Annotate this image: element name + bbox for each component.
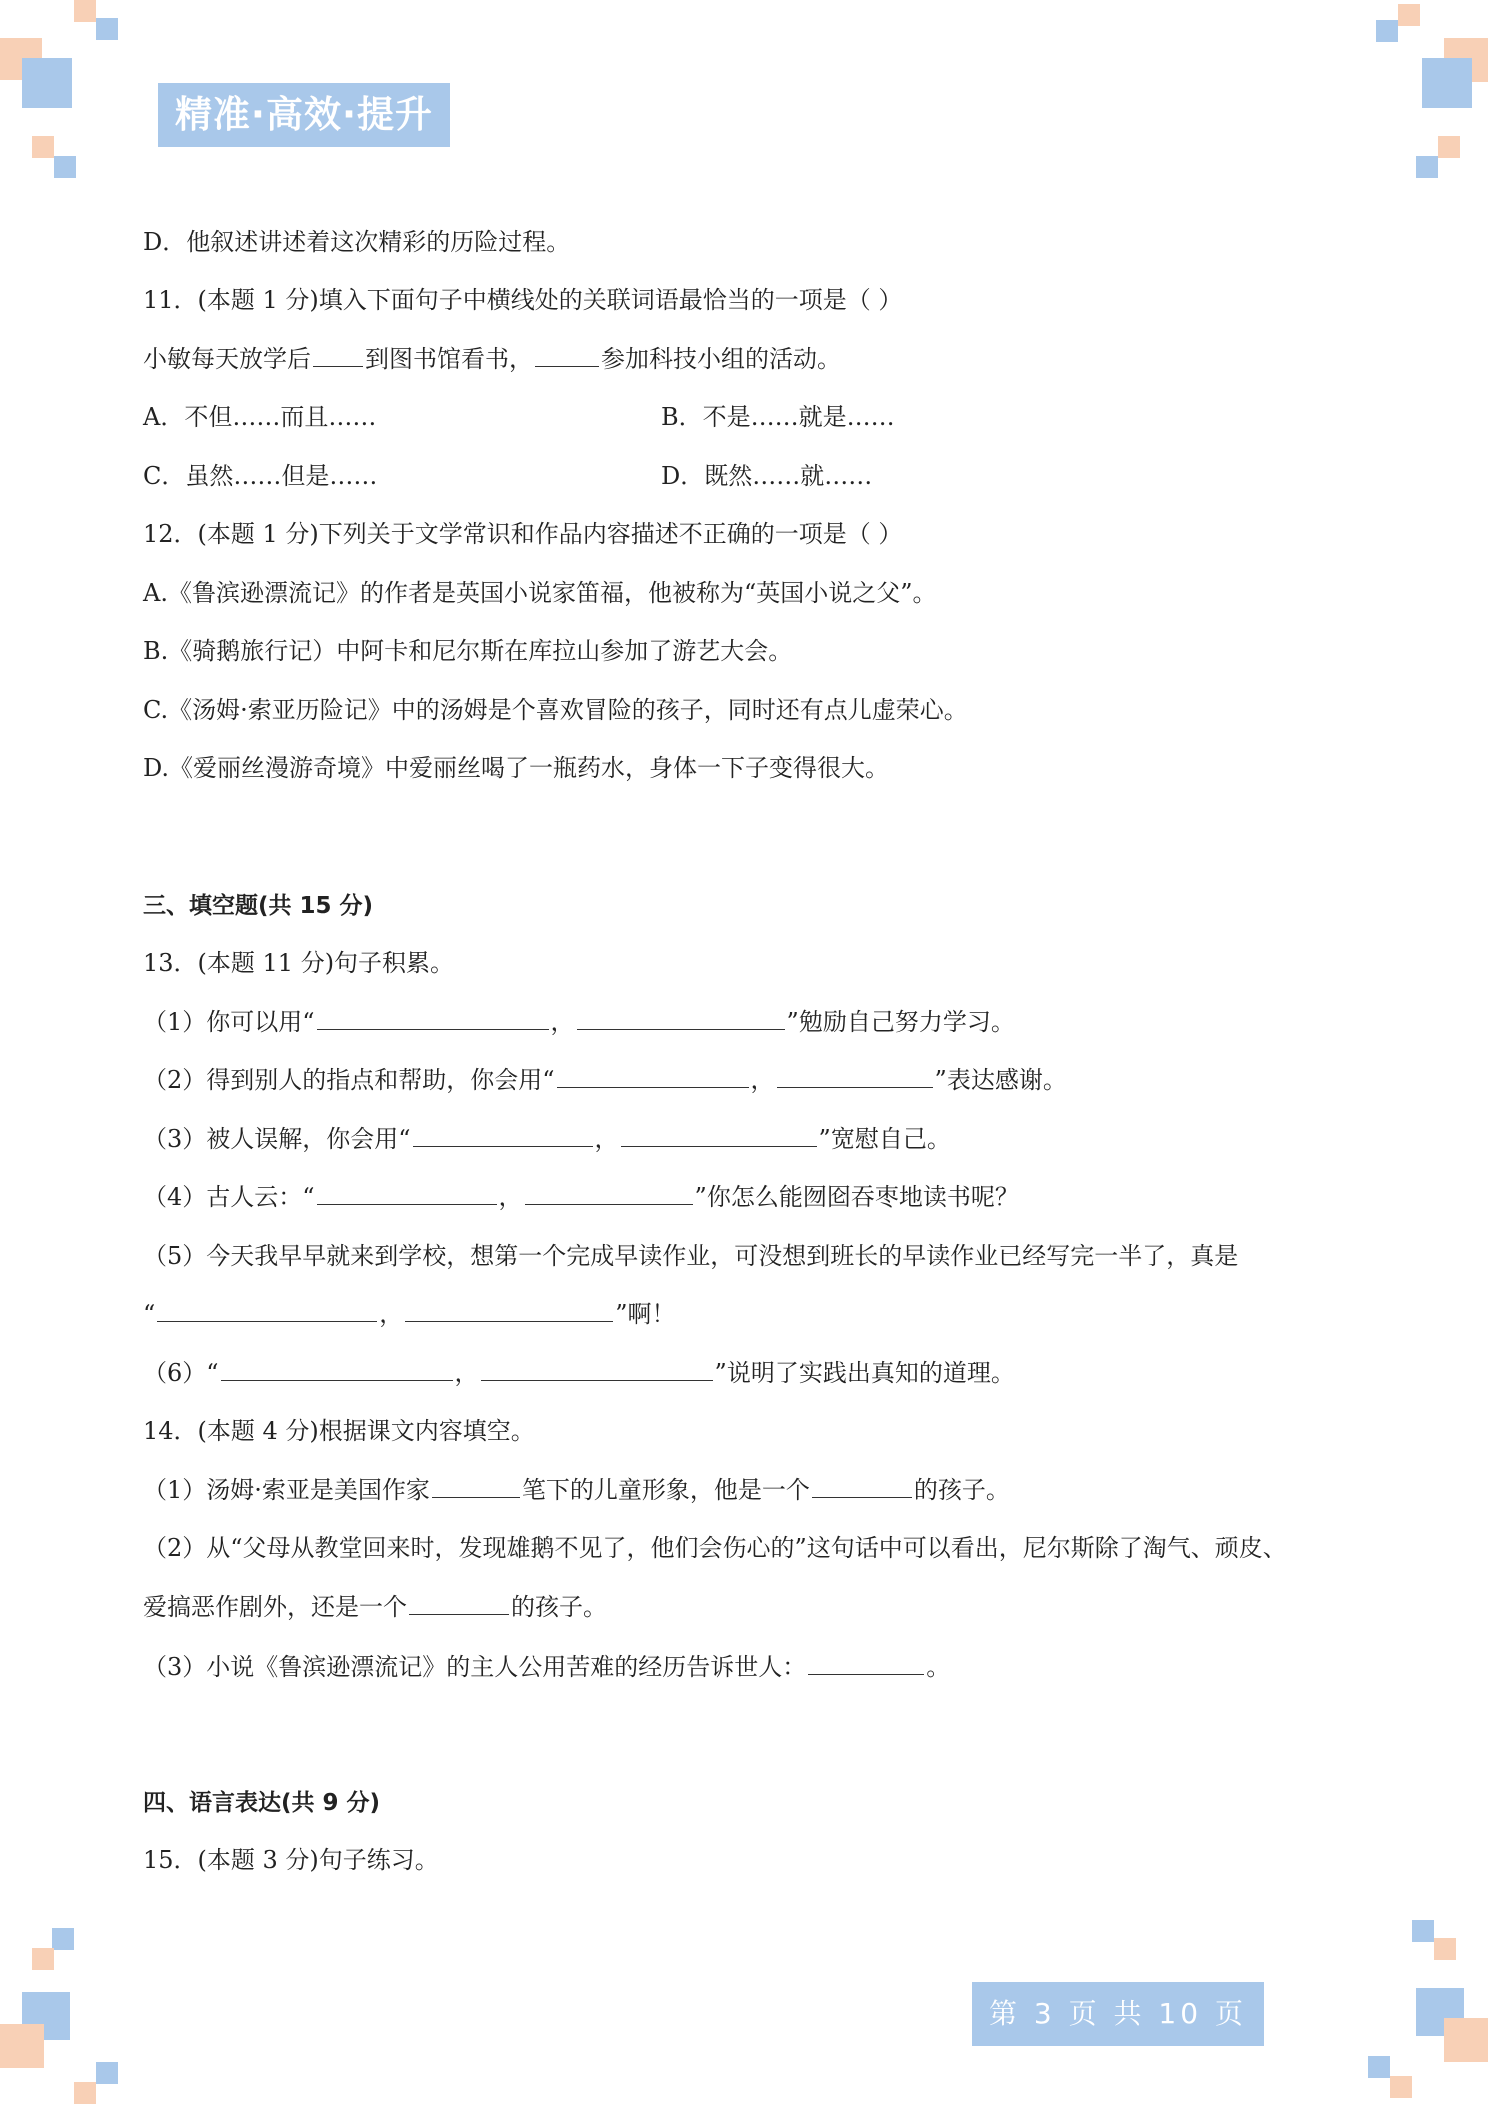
comma: ， [550, 1008, 575, 1036]
blank-line[interactable] [812, 1473, 912, 1498]
comma: ， [454, 1359, 479, 1387]
q11-option-b: B．不是……就是…… [661, 403, 895, 431]
q13-item-5: （5）今天我早早就来到学校，想第一个完成早读作业，可没想到班长的早读作业已经写完一半了，真是 [143, 1242, 1239, 1270]
blank-line[interactable] [157, 1297, 377, 1322]
blank-line[interactable] [317, 1005, 549, 1030]
blank-line[interactable] [557, 1063, 749, 1088]
page-number-label: 第 3 页 共 10 页 [972, 1982, 1264, 2046]
q11-stem: 11．(本题 1 分)填入下面句子中横线处的关联词语最恰当的一项是（ ） [143, 286, 903, 314]
q13-item-3-tail: ”宽慰自己。 [818, 1125, 951, 1153]
q12-option-c: C.《汤姆·索亚历险记》中的汤姆是个喜欢冒险的孩子，同时还有点儿虚荣心。 [143, 696, 968, 724]
q14-item-1-mid: 笔下的儿童形象，他是一个 [521, 1476, 810, 1504]
blank-line[interactable] [317, 1180, 497, 1205]
period: 。 [926, 1653, 951, 1681]
q14-item-2-tail: 的孩子。 [511, 1593, 607, 1621]
q13-item-5-tail: ”啊！ [615, 1300, 676, 1328]
blank-line[interactable] [808, 1650, 924, 1675]
q13-item-3-text: （3）被人误解，你会用“ [143, 1125, 411, 1153]
blank-line[interactable] [409, 1590, 509, 1615]
comma: ， [750, 1066, 775, 1094]
q13-item-1-text: （1）你可以用“ [143, 1008, 315, 1036]
q14-item-2: （2）从“父母从教堂回来时，发现雄鹅不见了，他们会伤心的”这句话中可以看出，尼尔斯除了淘气、顽皮、 [143, 1534, 1287, 1562]
q14-item-3-text: （3）小说《鲁滨逊漂流记》的主人公用苦难的经历告诉世人： [143, 1653, 807, 1681]
blank-line[interactable] [405, 1297, 613, 1322]
blank-line[interactable] [525, 1180, 693, 1205]
q13-item-3 [143, 1122, 951, 1156]
q13-item-6 [143, 1356, 1015, 1390]
blank-line[interactable] [621, 1122, 817, 1147]
q12-option-b: B.《骑鹅旅行记）中阿卡和尼尔斯在库拉山参加了游艺大会。 [143, 637, 793, 665]
brand-banner: 精准·高效·提升 [158, 83, 450, 147]
q13-item-4-tail: ”你怎么能囫囵吞枣地读书呢？ [694, 1183, 1019, 1211]
q13-item-4 [143, 1180, 1019, 1214]
q14-item-1-text: （1）汤姆·索亚是美国作家 [143, 1476, 430, 1504]
section-3-heading: 三、填空题(共 15 分) [143, 893, 374, 919]
q15-stem: 15．(本题 3 分)句子练习。 [143, 1846, 439, 1874]
open-quote: “ [143, 1300, 156, 1328]
q12-option-a: A.《鲁滨逊漂流记》的作者是英国小说家笛福，他被称为“英国小说之父”。 [143, 579, 937, 607]
q11-option-c: C．虽然……但是…… [143, 462, 378, 490]
q14-item-2-text: 爱搞恶作剧外，还是一个 [143, 1593, 407, 1621]
q11-sentence-part-a: 小敏每天放学后 [143, 345, 311, 373]
q12-stem: 12．(本题 1 分)下列关于文学常识和作品内容描述不正确的一项是（ ） [143, 520, 903, 548]
blank-line[interactable] [777, 1063, 933, 1088]
q11-sentence-part-c: 参加科技小组的活动。 [601, 345, 841, 373]
blank-line[interactable] [481, 1356, 713, 1381]
q11-option-d: D．既然……就…… [661, 462, 873, 490]
blank-line[interactable] [535, 342, 599, 367]
comma: ， [379, 1300, 404, 1328]
comma: ， [498, 1183, 523, 1211]
q13-item-1-tail: ”勉励自己努力学习。 [786, 1008, 1015, 1036]
q14-item-1-tail: 的孩子。 [913, 1476, 1010, 1504]
q13-item-6-text: （6）“ [143, 1359, 219, 1387]
q11-option-a: A．不但……而且…… [143, 403, 377, 431]
blank-line[interactable] [577, 1005, 785, 1030]
q11-sentence-part-b: 到图书馆看书， [365, 345, 533, 373]
blank-line[interactable] [313, 342, 363, 367]
q13-item-4-text: （4）古人云：“ [143, 1183, 315, 1211]
q11-sentence [143, 342, 841, 376]
q13-item-5-continued [143, 1297, 676, 1331]
q13-item-2-text: （2）得到别人的指点和帮助，你会用“ [143, 1066, 555, 1094]
q14-stem: 14．(本题 4 分)根据课文内容填空。 [143, 1417, 535, 1445]
blank-line[interactable] [432, 1473, 520, 1498]
q10-option-d: D．他叙述讲述着这次精彩的历险过程。 [143, 228, 571, 256]
q13-stem: 13．(本题 11 分)句子积累。 [143, 949, 455, 977]
section-4-heading: 四、语言表达(共 9 分) [143, 1790, 381, 1816]
comma: ， [594, 1125, 619, 1153]
blank-line[interactable] [221, 1356, 453, 1381]
q13-item-2-tail: ”表达感谢。 [934, 1066, 1067, 1094]
q13-item-6-tail: ”说明了实践出真知的道理。 [714, 1359, 1015, 1387]
q14-item-3 [143, 1650, 950, 1684]
q13-item-1 [143, 1005, 1015, 1039]
q14-item-1 [143, 1473, 1010, 1507]
q13-item-2 [143, 1063, 1067, 1097]
blank-line[interactable] [413, 1122, 593, 1147]
q14-item-2-continued [143, 1590, 607, 1624]
q12-option-d: D.《爱丽丝漫游奇境》中爱丽丝喝了一瓶药水，身体一下子变得很大。 [143, 754, 890, 782]
